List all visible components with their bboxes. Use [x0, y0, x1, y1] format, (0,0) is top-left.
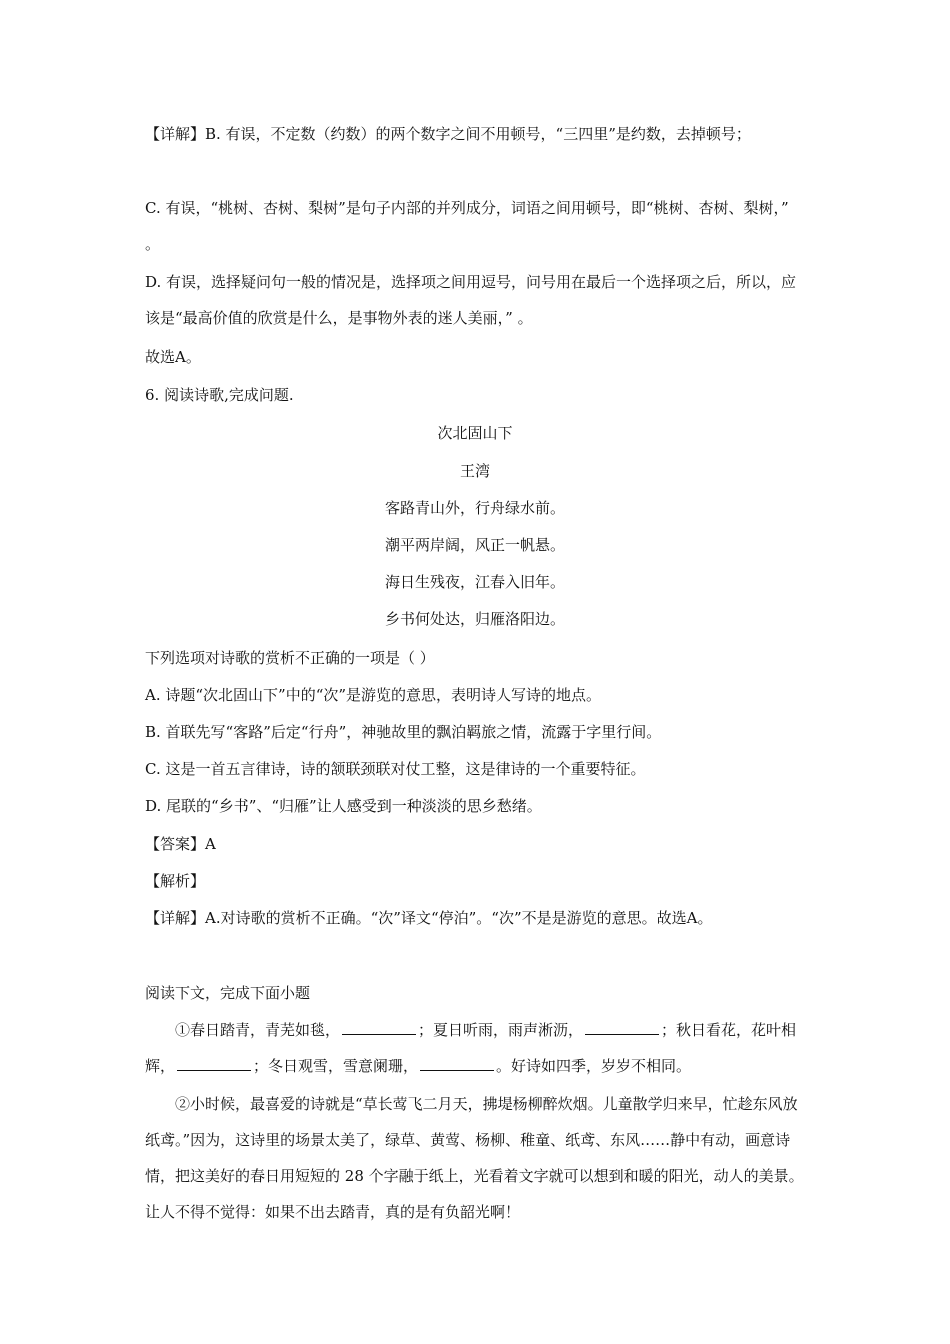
reading-paragraph-1: [145, 1012, 807, 1084]
paragraph-1-part-2: ；夏日听雨，雨声淅沥，: [418, 1021, 584, 1039]
poem-author: 王湾: [459, 462, 490, 480]
poem-line: 潮平两岸阔，风正一帆悬。: [384, 536, 565, 554]
detail-paragraph-d: D. 有误，选择疑问句一般的情况是，选择项之间用逗号，问号用在最后一个选择项之后，所以，应该是“最高价值的欣赏是什么，是事物外表的迷人美丽，” 。: [145, 273, 797, 327]
fill-blank-1[interactable]: [342, 1020, 416, 1035]
poem-line: 海日生残夜，江春入旧年。: [384, 573, 565, 591]
question-stem: 下列选项对诗歌的赏析不正确的一项是（ ）: [145, 649, 435, 667]
paragraph-1-part-3: ；秋日看花，花叶相辉，: [145, 1021, 797, 1075]
question-6-heading: 6. 阅读诗歌,完成问题.: [145, 386, 294, 404]
poem-line: 乡书何处达，归雁洛阳边。: [384, 610, 565, 628]
fill-blank-4[interactable]: [420, 1056, 494, 1071]
answer-line: 【答案】A: [145, 835, 216, 853]
detail-paragraph-c: C. 有误，“桃树、杏树、梨树”是句子内部的并列成分，词语之间用顿号，即“桃树、杏树、梨树，” 。: [145, 199, 789, 253]
detail-paragraph-b: 【详解】B. 有误，不定数（约数）的两个数字之间不用顿号，“三四里”是约数，去掉顿号；: [145, 125, 751, 143]
option-c: C. 这是一首五言律诗，诗的颔联颈联对仗工整，这是律诗的一个重要特征。: [145, 760, 646, 778]
paragraph-1-part-4: ；冬日观雪，雪意阑珊，: [253, 1057, 419, 1075]
paragraph-1-part-1: ①春日踏青，青芜如毯，: [175, 1021, 341, 1039]
option-a: A. 诗题“次北固山下”中的“次”是游览的意思，表明诗人写诗的地点。: [145, 686, 602, 704]
fill-blank-2[interactable]: [585, 1020, 659, 1035]
conclusion-line: 故选A。: [145, 348, 201, 366]
poem-title: 次北固山下: [437, 424, 513, 442]
option-d: D. 尾联的“乡书”、“归雁”让人感受到一种淡淡的思乡愁绪。: [145, 797, 542, 815]
analysis-detail: 【详解】A.对诗歌的赏析不正确。“次”译文“停泊”。“次”不是是游览的意思。故选A。: [145, 909, 713, 927]
reading-paragraph-2: ②小时候，最喜爱的诗就是“草长莺飞二月天，拂堤杨柳醉炊烟。儿童散学归来早，忙趁东风放纸鸢。”因为，这诗里的场景太美了，绿草、黄莺、杨柳、稚童、纸鸢、东风……静中有动，画意诗情，把这美好的春日用短短的 28 个字融于纸上，光看着文字就可以想到和暖的阳光，动人的美景。让人不得不觉得：如果不出去踏青，真的是有负韶光啊！: [145, 1095, 804, 1221]
paragraph-1-part-5: 。好诗如四季，岁岁不相同。: [496, 1057, 692, 1075]
analysis-label: 【解析】: [145, 872, 206, 890]
option-b: B. 首联先写“客路”后定“行舟”，神驰故里的飘泊羁旅之情，流露于字里行间。: [145, 723, 662, 741]
poem-line: 客路青山外，行舟绿水前。: [384, 499, 565, 517]
fill-blank-3[interactable]: [177, 1056, 251, 1071]
reading-intro: 阅读下文，完成下面小题: [145, 984, 311, 1002]
